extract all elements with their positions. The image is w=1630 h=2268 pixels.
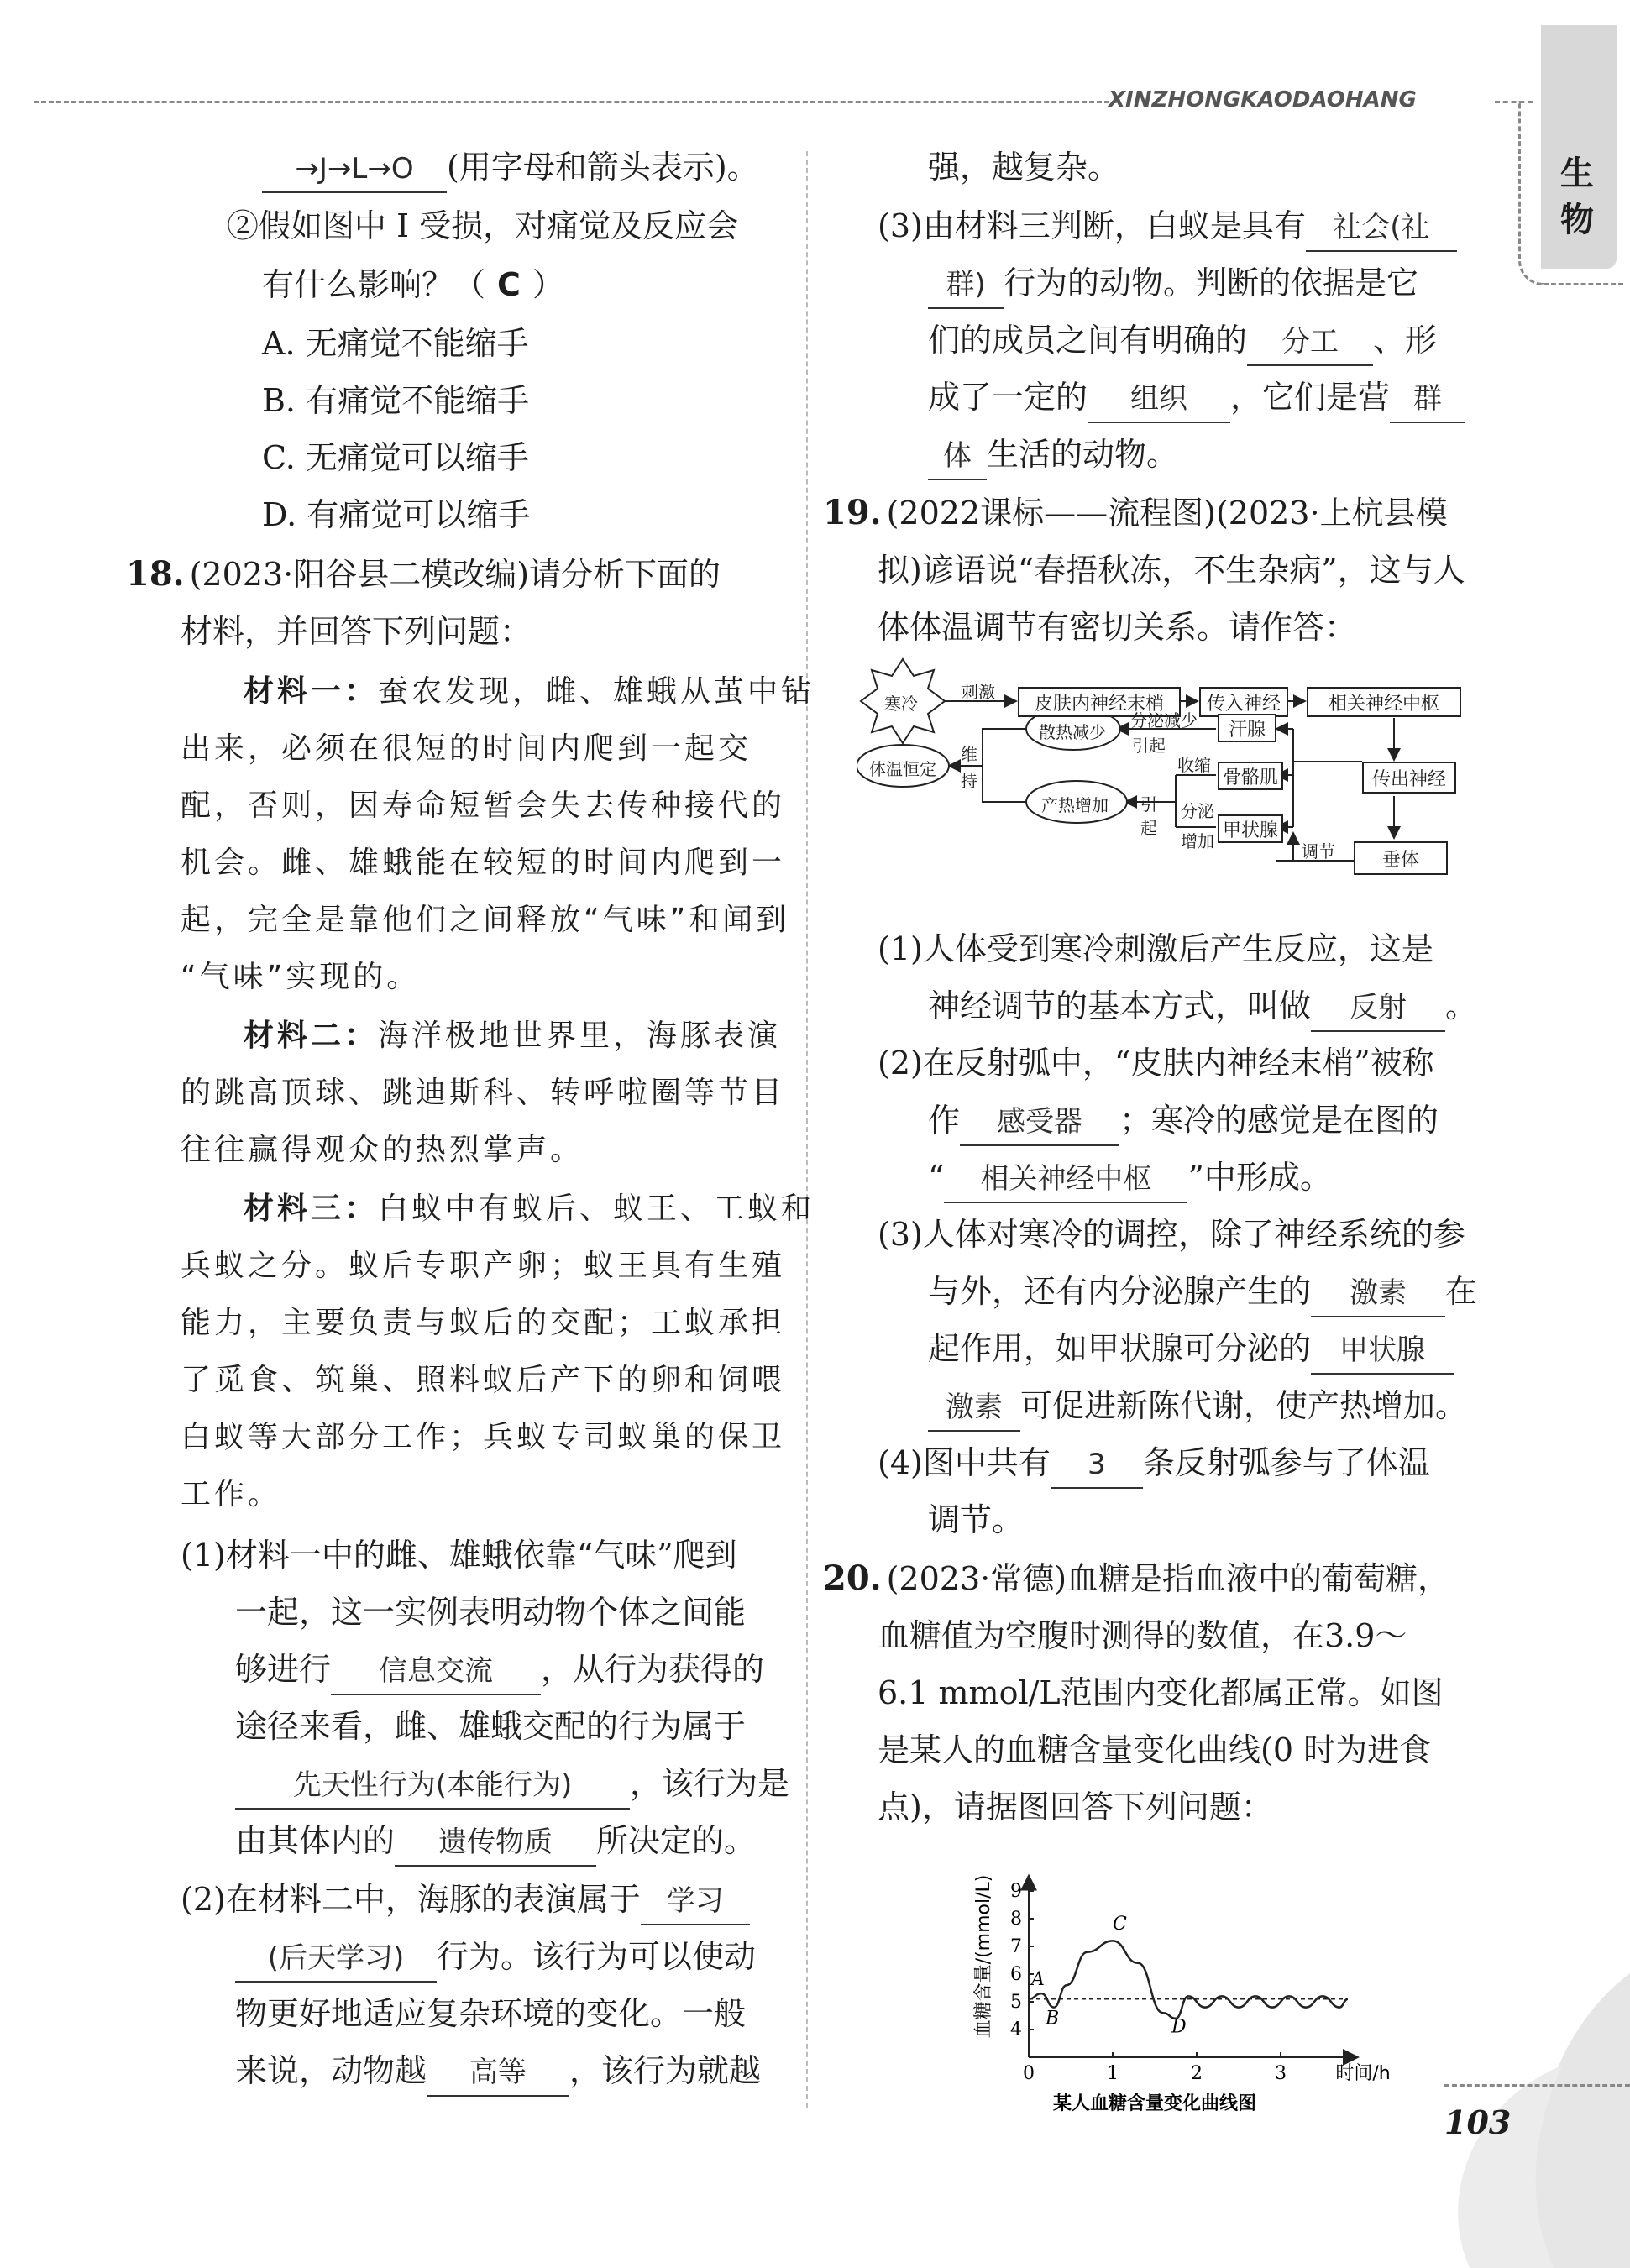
thyroid-box: 甲状腺 [1218,814,1283,843]
afferent-box: 传入神经 [1199,687,1288,717]
header-dashed-line [34,101,1117,103]
q18-2-l3: 物更好地适应复杂环境的变化。一般 [235,1995,747,2032]
contract-label: 收缩 [1177,755,1211,775]
q19-2-l2: 作 感受器 ；寒冷的感觉是在图的 [928,1092,1439,1149]
q17-2-stem: ②假如图中 I 受损，对痛觉及反应会 [227,207,739,244]
q19-3-l4: 激素 可促进新陈代谢，使产热增加。 [928,1377,1467,1434]
answer-social-a: 社会(社 [1306,205,1457,252]
answer-organization: 组织 [1088,376,1230,423]
x-tick-label: 2 [1191,2063,1203,2084]
answer-group-a: 群 [1390,376,1465,423]
running-title: XINZHONGKAODAOHANG [1109,87,1417,113]
material1-l2: 出来，必须在很短的时间内爬到一起交 [181,731,752,766]
point-label-c: C [1113,1914,1127,1935]
line-ans-path: →J→L→O (用字母和箭头表示)。 [262,139,759,196]
choice-answer: C [497,266,521,303]
answer-higher: 高等 [427,2050,569,2097]
material1-l6: “气味”实现的。 [181,960,421,994]
q19-l3: 体体温调节有密切关系。请作答： [878,609,1357,646]
center-box: 相关神经中枢 [1307,687,1461,717]
q18-head: 18. (2023·阳谷县二模改编)请分析下面的 [126,554,721,594]
point-label-d: D [1171,2016,1187,2038]
point-label-b: B [1046,2008,1060,2030]
q18-1-l5: 先天性行为(本能行为) ，该行为是 [235,1755,789,1812]
cause-label-2: 起 [1140,818,1157,838]
q18-2-l2: (后天学习) 行为。该行为可以使动 [235,1928,756,1985]
q18-3-l4: 成了一定的 组织 ，它们是营 群 [928,369,1465,426]
q18-2-l4: 来说，动物越 高等 ，该行为就越 [235,2042,761,2099]
option-d: D. 有痛觉可以缩手 [262,496,531,533]
q18-1-l2: 一起，这一实例表明动物个体之间能 [235,1594,747,1631]
sec-inc-label-1: 分泌 [1181,801,1214,821]
heat-gain-label: 产热增加 [1041,795,1109,815]
q19-3-l1: (3)人体对寒冷的调控，除了神经系统的参 [878,1216,1465,1253]
answer-learning-b: (后天学习) [235,1935,437,1983]
q20-l5: 点)，请据图回答下列问题： [878,1789,1273,1825]
answer-thyroxine-a: 甲状腺 [1311,1328,1454,1375]
answer-learning-a: 学习 [641,1878,750,1925]
y-tick-label: 8 [1010,1909,1022,1930]
side-tab-char1: 生 [1560,155,1594,193]
material1-l5: 起，完全是靠他们之间释放“气味”和闻到 [181,903,790,937]
answer-info-exchange: 信息交流 [331,1648,541,1695]
x-axis-label: 时间/h [1335,2063,1391,2084]
q18-3-l2: 群) 行为的动物。判断的依据是它 [928,254,1418,312]
x-tick-label: 1 [1107,2063,1119,2084]
q18-1-l4: 途径来看，雌、雄蛾交配的行为属于 [235,1708,747,1745]
option-c: C. 无痛觉可以缩手 [262,439,529,476]
q18-3-l3: 们的成员之间有明确的 分工 、形 [928,312,1437,369]
glucose-curve [1029,1941,1348,2018]
maintain-label-2: 持 [961,771,977,791]
answer-path: →J→L→O [262,146,447,193]
chart-title: 某人血糖含量变化曲线图 [1052,2093,1257,2114]
y-tick-label: 9 [1010,1881,1022,1902]
y-axis-label: 血糖含量/(mmol/L) [973,1874,994,2039]
answer-group-b: 体 [928,433,987,480]
stable-label: 体温恒定 [869,759,936,779]
column-divider [806,151,808,2108]
r-line1: 强，越复杂。 [928,149,1120,186]
q18-3-l1: (3)由材料三判断，白蚁是具有 社会(社 [878,197,1457,254]
material3-l4: 了觅食、筑巢、照料蚁后产下的卵和饲喂 [181,1363,786,1397]
maintain-label-1: 维 [961,744,977,764]
x-tick-label: 3 [1275,2063,1287,2084]
q19-l2: 拟)谚语说“春捂秋冻，不生杂病”，这与人 [878,552,1465,589]
material2-l2: 的跳高顶球、跳迪斯科、转呼啦圈等节目 [181,1076,786,1110]
q18-3-l5: 体 生活的动物。 [928,426,1178,483]
cause-label-1: 引 [1140,794,1157,814]
sec-reduce-label: 分泌减少 [1130,710,1198,731]
option-b: B. 有痛觉不能缩手 [262,382,530,419]
efferent-box: 传出神经 [1362,762,1456,794]
y-tick-label: 4 [1010,2019,1022,2040]
option-a: A. 无痛觉不能缩手 [262,325,529,362]
material3-l3: 能力，主要负责与蚁后的交配；工蚁承担 [181,1306,786,1340]
material3-l6: 工作。 [181,1477,282,1511]
answer-reflex-arcs: 3 [1051,1442,1143,1489]
sweat-box: 汗腺 [1218,714,1276,742]
material1-l1: 材料一：蚕农发现，雌、雄蛾从茧中钻 [244,674,815,709]
material1-l3: 配，否则，因寿命短暂会失去传种接代的 [181,788,786,823]
answer-reflex: 反射 [1311,985,1445,1032]
side-tab-dashes [1518,101,1544,285]
q19-4-l2: 调节。 [928,1501,1025,1538]
answer-nerve-center: 相关神经中枢 [944,1156,1187,1203]
cause-label: 引起 [1132,736,1166,756]
q19-head: 19. (2022课标——流程图)(2023·上杭县模 [823,493,1448,532]
material3-l5: 白蚁等大部分工作；兵蚁专司蚁巢的保卫 [181,1420,786,1454]
y-tick-label: 5 [1010,1992,1022,2013]
q19-1-l1: (1)人体受到寒冷刺激后产生反应，这是 [878,930,1433,967]
stimulus-label: 刺激 [962,682,995,702]
side-tab-char2: 物 [1560,201,1594,239]
q18-1-l6: 由其体内的 遗传物质 所决定的。 [235,1812,756,1869]
q18-2-l1: (2)在材料二中，海豚的表演属于 学习 [181,1871,750,1928]
skin-nerve-box: 皮肤内神经末梢 [1018,687,1181,717]
material1-l4: 机会。雌、雄蛾能在较短的时间内爬到一 [181,846,786,880]
q18-1-l1: (1)材料一中的雌、雄蛾依靠“气味”爬到 [181,1537,737,1574]
material3-l2: 兵蚁之分。蚁后专职产卵；蚁王具有生殖 [181,1249,786,1283]
q19-4-l1: (4)图中共有 3 条反射弧参与了体温 [878,1434,1430,1491]
pituitary-box: 垂体 [1354,841,1448,875]
muscle-box: 骨骼肌 [1218,762,1283,790]
q19-2-l1: (2)在反射弧中，“皮肤内神经末梢”被称 [878,1045,1434,1082]
cold-label: 寒冷 [884,694,918,714]
q20-l3: 6.1 mmol/L范围内变化都属正常。如图 [878,1674,1444,1711]
q18-1-l3: 够进行 信息交流 ，从行为获得的 [235,1641,764,1698]
x-tick-label: 0 [1023,2063,1035,2084]
q20-l4: 是某人的血糖含量变化曲线(0 时为进食 [878,1731,1432,1768]
footer-dashed-line [1444,2084,1630,2087]
answer-division: 分工 [1247,319,1373,366]
answer-genetic-material: 遗传物质 [395,1820,596,1867]
side-tab-dashes-bottom [1544,283,1623,285]
q19-3-l3: 起作用，如甲状腺可分泌的 甲状腺 [928,1320,1454,1377]
sec-inc-label-2: 增加 [1181,831,1214,851]
material2-l3: 往往赢得观众的热烈掌声。 [181,1133,584,1167]
q19-1-l2: 神经调节的基本方式，叫做 反射 。 [928,977,1477,1034]
q20-head: 20. (2023·常德)血糖是指血液中的葡萄糖， [823,1558,1450,1598]
q20-l2: 血糖值为空腹时测得的数值，在3.9～ [878,1617,1407,1654]
answer-receptor: 感受器 [960,1099,1119,1146]
material2-l1: 材料二：海洋极地世界里，海豚表演 [244,1019,782,1053]
y-tick-label: 7 [1010,1936,1022,1957]
heat-loss-label: 散热减少 [1039,722,1106,742]
point-label-a: A [1031,1969,1045,1991]
material3-l1: 材料三：白蚁中有蚁后、蚁王、工蚁和 [244,1192,815,1226]
page-number: 103 [1444,2103,1512,2141]
y-tick-label: 6 [1010,1964,1022,1985]
q17-2-stem-2: 有什么影响？（ C ） [262,266,564,303]
q19-2-l3: “ 相关神经中枢 ”中形成。 [928,1149,1332,1206]
answer-hormone: 激素 [1311,1270,1445,1317]
regulate-label: 调节 [1302,841,1335,862]
flow-diagram [857,655,1478,898]
answer-social-b: 群) [928,262,1004,309]
q19-3-l2: 与外，还有内分泌腺产生的 激素 在 [928,1263,1477,1320]
answer-innate-behavior: 先天性行为(本能行为) [235,1763,630,1810]
answer-thyroxine-b: 激素 [928,1385,1020,1432]
q18-line2: 材料，并回答下列问题： [181,613,532,650]
